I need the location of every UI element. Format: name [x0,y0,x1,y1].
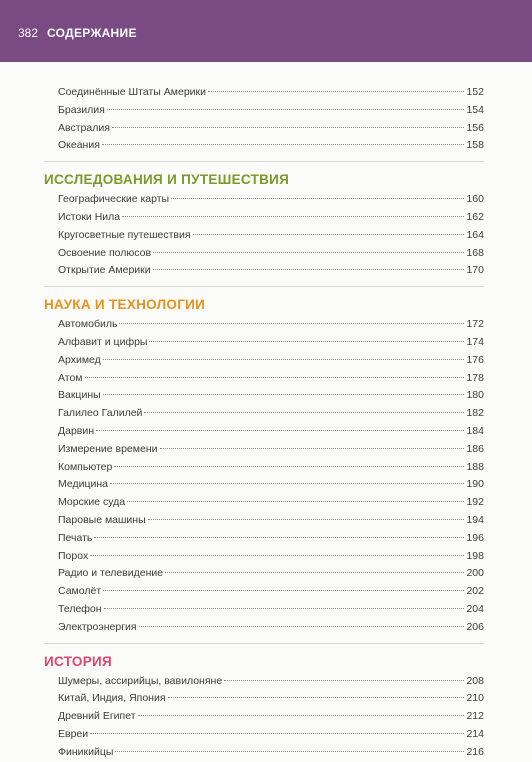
toc-entry-page: 182 [466,407,484,420]
toc-entry-label: Автомобиль [58,318,118,331]
dot-leader [144,412,464,413]
dot-leader [110,483,464,484]
toc-entry-page: 204 [466,602,484,615]
toc-entry[interactable] [58,137,484,155]
toc-entry-label: Порох [58,549,89,562]
toc-entry-label: Атом [58,371,83,384]
section-entries-science [58,316,484,636]
dot-leader [193,234,465,235]
dot-leader [107,109,465,110]
toc-entry-page: 212 [466,710,484,723]
dot-leader [102,144,465,145]
dot-leader [103,394,465,395]
toc-entry-label: Алфавит и цифры [58,335,148,348]
dot-leader [139,626,465,627]
toc-entry-label: Телефон [58,602,102,615]
section-entries-exploration [58,191,484,280]
toc-entry[interactable] [58,262,484,280]
toc-entry-page: 198 [466,549,484,562]
section-divider [44,286,484,287]
dot-leader [171,198,464,199]
dot-leader [85,377,465,378]
dot-leader [149,341,464,342]
toc-entry-page: 168 [466,246,484,259]
toc-entry-label: Открытие Америки [58,264,151,277]
toc-entry-page: 190 [466,478,484,491]
toc-entry[interactable] [58,227,484,245]
toc-entry[interactable] [58,548,484,566]
section-heading-exploration: ИССЛЕДОВАНИЯ И ПУТЕШЕСТВИЯ [44,172,290,188]
section-heading-science: НАУКА И ТЕХНОЛОГИИ [44,297,206,313]
toc-entry-label: Евреи [58,727,89,740]
toc-entry[interactable] [58,84,484,102]
toc-entry[interactable] [58,530,484,548]
toc-entry-page: 180 [466,389,484,402]
toc-entry-page: 194 [466,513,484,526]
toc-entry[interactable] [58,708,484,726]
toc-entry[interactable] [58,441,484,459]
toc-entry-page: 184 [466,424,484,437]
dot-leader [103,590,464,591]
toc-entry-label: Паровые машины [58,513,146,526]
toc-entry[interactable] [58,370,484,388]
toc-entry-label: Электроэнергия [58,620,137,633]
toc-entry-label: Морские суда [58,496,126,509]
toc-entry-label: Океания [58,139,100,152]
dot-leader [90,733,464,734]
toc-entry-page: 162 [466,210,484,223]
toc-entry-label: Освоение полюсов [58,246,152,259]
toc-entry[interactable] [58,673,484,691]
toc-entry-page: 152 [466,86,484,98]
toc-entry-page: 206 [466,620,484,633]
dot-leader [208,91,464,92]
dot-leader [104,608,465,609]
toc-entry-label: Шумеры, ассирийцы, вавилоняне [58,674,223,687]
toc-entry-label: Дарвин [58,424,95,437]
toc-entry[interactable] [58,744,484,762]
toc-entry[interactable] [58,423,484,441]
toc-entry[interactable] [58,601,484,619]
toc-entry-label: Радио и телевидение [58,567,164,580]
toc-entry-page: 200 [466,567,484,580]
toc-entry[interactable] [58,209,484,227]
dot-leader [103,359,465,360]
toc-entry-page: 210 [466,692,484,705]
toc-entry[interactable] [58,352,484,370]
section-divider [44,643,484,644]
toc-entry[interactable] [58,245,484,263]
toc-entry-page: 170 [466,264,484,277]
dot-leader [127,501,464,502]
toc-entry[interactable] [58,334,484,352]
toc-entry-page: 174 [466,335,484,348]
toc-entry-label: Древний Египет [58,710,136,723]
dot-leader [94,537,464,538]
section-divider [44,161,484,162]
toc-entry[interactable] [58,476,484,494]
section-entries-history [58,673,484,762]
dot-leader [224,680,464,681]
toc-entry[interactable] [58,316,484,334]
toc-entry-label: Китай, Индия, Япония [58,692,166,705]
top-entry-list [58,84,484,155]
dot-leader [119,323,464,324]
dot-leader [148,519,465,520]
toc-entry-label: Медицина [58,478,108,491]
dot-leader [112,127,465,128]
toc-entry[interactable] [58,102,484,120]
toc-entry[interactable] [58,583,484,601]
toc-entry-label: Архимед [58,353,101,366]
dot-leader [115,751,464,752]
toc-entry-label: Вакцины [58,389,101,402]
toc-entry[interactable] [58,494,484,512]
toc-entry[interactable] [58,405,484,423]
page-number: 382 [18,26,39,40]
toc-entry-label: Галилео Галилей [58,407,143,420]
toc-entry-page: 192 [466,496,484,509]
toc-entry-label: Финикийцы [58,745,114,758]
toc-entry-label: Измерение времени [58,442,158,455]
section-heading-history: ИСТОРИЯ [44,653,113,669]
toc-entry[interactable] [58,387,484,405]
toc-entry-page: 202 [466,585,484,598]
dot-leader [165,572,464,573]
dot-leader [138,715,465,716]
page-header [0,0,532,62]
toc-entry[interactable] [58,459,484,477]
toc-entry-label: Компьютер [58,460,113,473]
toc-entry[interactable] [58,619,484,637]
toc-entry[interactable] [58,191,484,209]
page-title: СОДЕРЖАНИЕ [47,26,137,40]
toc-entry-label: Истоки Нила [58,210,121,223]
dot-leader [160,448,465,449]
toc-entry-label: Географические карты [58,193,170,206]
toc-entry-page: 196 [466,531,484,544]
toc-entry[interactable] [58,120,484,138]
dot-leader [96,430,464,431]
toc-entry[interactable] [58,512,484,530]
toc-entry-page: 164 [466,228,484,241]
toc-entry-page: 154 [466,103,484,116]
dot-leader [153,269,465,270]
toc-entry-page: 188 [466,460,484,473]
toc-entry-page: 160 [466,193,484,206]
toc-entry-page: 156 [466,121,484,134]
dot-leader [168,697,465,698]
toc-entry[interactable] [58,726,484,744]
toc-entry-page: 186 [466,442,484,455]
dot-leader [90,555,464,556]
table-of-contents [44,84,484,762]
dot-leader [153,252,464,253]
toc-entry-page: 216 [466,745,484,758]
toc-entry[interactable] [58,565,484,583]
dot-leader [122,216,464,217]
toc-entry-label: Печать [58,531,93,544]
toc-entry-label: Бразилия [58,103,105,116]
toc-entry-page: 214 [466,727,484,740]
toc-entry-page: 208 [466,674,484,687]
toc-entry-label: Австралия [58,121,110,134]
toc-entry-page: 158 [466,139,484,152]
toc-entry-page: 176 [466,353,484,366]
toc-entry-page: 172 [466,318,484,331]
toc-entry[interactable] [58,690,484,708]
toc-entry-label: Кругосветные путешествия [58,228,191,241]
toc-entry-label: Самолёт [58,585,102,598]
dot-leader [114,466,464,467]
toc-entry-label: Соединённые Штаты Америки [58,86,206,98]
toc-entry-page: 178 [466,371,484,384]
